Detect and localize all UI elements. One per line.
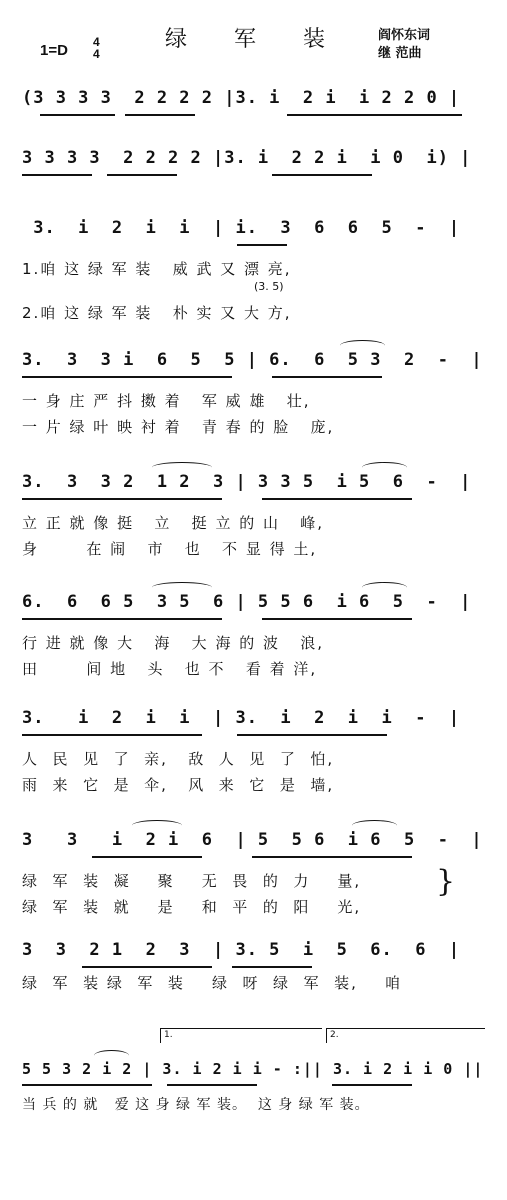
notes-line-2: 3 3 3 3 2 2 2 2 |3. i 2 2 i i 0 i) | [22,148,472,168]
lyrics-verse-2: 绿 军 装 就 是 和 平 的 阳 光, [22,898,362,916]
slur [362,582,407,593]
beam [22,1084,152,1086]
lyrics-verse-2: 雨 来 它 是 伞, 风 来 它 是 墙, [22,776,335,794]
lyricist-credit: 阎怀东词 [378,28,431,43]
beam [262,618,412,620]
beam [82,966,212,968]
lyrics-verse-2: 2.咱 这 绿 军 装 朴 实 又 大 方, [22,304,292,322]
meter-top: 4 [93,35,100,49]
variant-notes: (3. 5) [254,280,284,293]
lyrics-verse-2: 田 间 地 头 也 不 看 着 洋, [22,660,318,678]
beam [272,376,382,378]
verse-brace: } [436,864,456,899]
slur [152,582,212,593]
beam [262,498,412,500]
notes-line-9: 3 3 2 1 2 3 | 3. 5 i 5 6. 6 | [22,940,461,960]
key-signature: 1=D [40,42,68,59]
notes-line-5: 3. 3 3 2 1 2 3 | 3 3 5 i 5 6 - | [22,472,472,492]
time-signature [93,36,100,60]
beam [125,114,195,116]
volta-first-ending: 1. [160,1028,322,1043]
beam [237,734,387,736]
lyrics-verse-2: 一 片 绿 叶 映 衬 着 青 春 的 脸 庞, [22,418,335,436]
notes-line-6: 6. 6 6 5 3 5 6 | 5 5 6 i 6 5 - | [22,592,472,612]
slur [352,820,397,831]
notes-line-4: 3. 3 3 i 6 5 5 | 6. 6 5 3 2 - | [22,350,483,370]
beam [272,174,372,176]
beam [107,174,177,176]
lyrics-verse-1: 立 正 就 像 挺 立 挺 立 的 山 峰, [22,514,325,532]
composer-credit: 继 范曲 [378,46,422,61]
slur [132,820,182,831]
song-title: 绿 军 装 [165,27,345,52]
beam [332,1084,412,1086]
beam [167,1084,257,1086]
beam [22,174,92,176]
beam [287,114,462,116]
beam [22,618,222,620]
beam [237,244,287,246]
beam [92,856,202,858]
beam [22,376,232,378]
slur [340,340,385,351]
slur [94,1050,129,1061]
lyrics-verse-1: 绿 军 装 凝 聚 无 畏 的 力 量, [22,872,362,890]
lyrics-verse-2: 身 在 闹 市 也 不 显 得 土, [22,540,318,558]
slur [152,462,212,473]
lyrics-line-9: 绿 军 装 绿 军 装 绿 呀 绿 军 装, 咱 [22,974,402,992]
lyrics-verse-1: 一 身 庄 严 抖 擞 着 军 威 雄 壮, [22,392,311,410]
beam [40,114,115,116]
notes-line-1: (3 3 3 3 2 2 2 2 |3. i 2 i i 2 2 0 | [22,88,461,108]
notes-line-3: 3. i 2 i i | i. 3 6 6 5 - | [22,218,461,238]
beam [252,856,412,858]
lyrics-verse-1: 人 民 见 了 亲, 敌 人 见 了 怕, [22,750,335,768]
beam [22,498,222,500]
meter-bottom: 4 [93,47,100,61]
slur [362,462,407,473]
lyrics-verse-1: 行 进 就 像 大 海 大 海 的 波 浪, [22,634,325,652]
notes-line-10: 5 5 3 2 i 2 | 3. i 2 i i - :|| 3. i 2 i i 0 || [22,1060,484,1078]
beam [232,966,312,968]
lyrics-line-10: 当 兵 的 就 爱 这 身 绿 军 装。 这 身 绿 军 装。 [22,1097,370,1113]
volta-second-ending: 2. [326,1028,485,1043]
lyrics-verse-1: 1.咱 这 绿 军 装 威 武 又 漂 亮, [22,260,292,278]
notes-line-8: 3 3 i 2 i 6 | 5 5 6 i 6 5 - | [22,830,483,850]
beam [22,734,202,736]
notes-line-7: 3. i 2 i i | 3. i 2 i i - | [22,708,461,728]
